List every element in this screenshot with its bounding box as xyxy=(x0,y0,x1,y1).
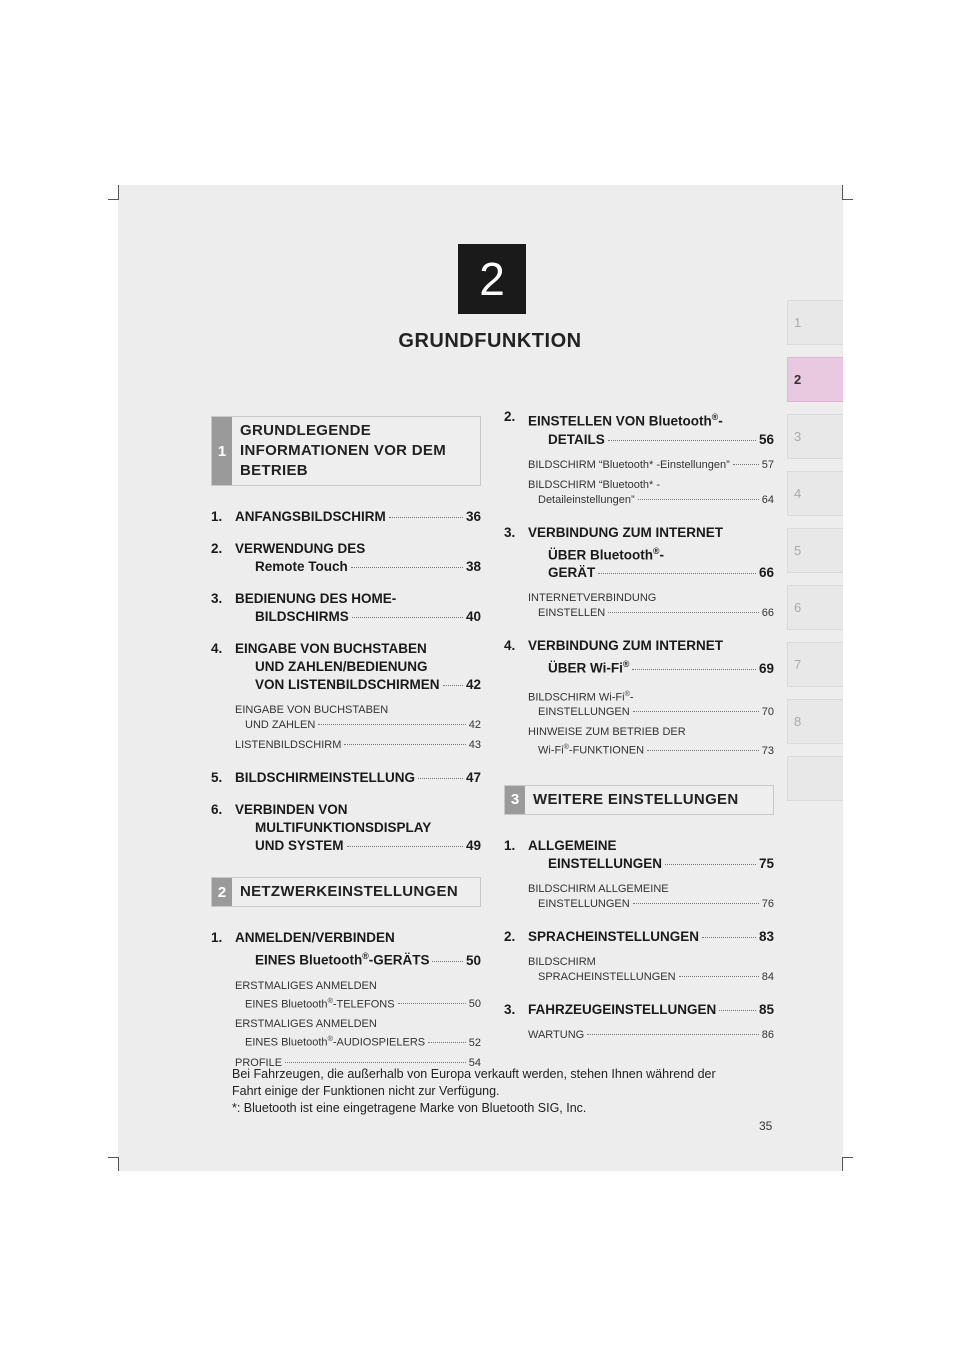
crop-mark xyxy=(842,185,843,199)
toc-subentry[interactable]: WARTUNG 86 xyxy=(528,1028,774,1041)
page-ref: 66 xyxy=(758,565,774,580)
toc-entry[interactable]: 2. VERWENDUNG DES Remote Touch 38 xyxy=(211,541,481,574)
page-ref: 40 xyxy=(465,609,481,624)
page-ref: 75 xyxy=(758,855,774,871)
section-header-2 xyxy=(211,877,481,907)
footnote: Bei Fahrzeugen, die außerhalb von Europa verkauft werden, stehen Ihnen während der Fahrt einige der Funktionen nicht zur Verfügung. *: Bluetooth ist eine eingetragene Marke von Bluetooth SIG, Inc. xyxy=(232,1067,716,1115)
toc-subentry[interactable]: INTERNETVERBINDUNG EINSTELLEN 66 xyxy=(528,592,774,619)
tab-8[interactable]: 8 xyxy=(787,699,843,744)
toc-subentry[interactable]: PROFILE 54 xyxy=(235,1056,481,1069)
toc-entry[interactable]: 6. VERBINDEN VON MULTIFUNKTIONSDISPLAY UND SYSTEM 49 xyxy=(211,802,481,853)
page-number: 35 xyxy=(759,1119,773,1133)
toc-subentry[interactable]: ERSTMALIGES ANMELDEN EINES Bluetooth®-TELEFONS 50 xyxy=(235,979,481,1011)
toc-subentry[interactable]: BILDSCHIRM “Bluetooth* - Detaileinstellungen” 64 xyxy=(528,478,774,506)
page-ref: 36 xyxy=(465,509,481,524)
toc-subentry[interactable]: BILDSCHIRM ALLGEMEINE EINSTELLUNGEN 76 xyxy=(528,882,774,910)
toc-subentry[interactable]: ERSTMALIGES ANMELDEN EINES Bluetooth®-AUDIOSPIELERS 52 xyxy=(235,1018,481,1049)
right-column xyxy=(504,398,774,1043)
page-ref: 47 xyxy=(465,770,481,785)
section-number: 3 xyxy=(505,786,525,814)
toc-subentry[interactable]: BILDSCHIRM “Bluetooth* -Einstellungen” 57 xyxy=(528,458,774,471)
crop-mark xyxy=(118,1157,119,1171)
crop-mark xyxy=(118,185,119,199)
toc-entry[interactable]: 3. BEDIENUNG DES HOME- BILDSCHIRMS 40 xyxy=(211,591,481,624)
tab-6[interactable]: 6 xyxy=(787,585,843,630)
tab-1[interactable]: 1 xyxy=(787,300,843,345)
crop-mark xyxy=(108,199,119,200)
section-number: 2 xyxy=(212,878,232,906)
chapter-title: GRUNDFUNKTION xyxy=(398,330,582,352)
crop-mark xyxy=(842,1157,843,1171)
toc-entry[interactable]: 1. ALLGEMEINE EINSTELLUNGEN 75 xyxy=(504,837,774,871)
section-number: 1 xyxy=(212,417,232,485)
page-ref: 50 xyxy=(465,952,481,968)
crop-mark xyxy=(842,199,853,200)
tab-5[interactable]: 5 xyxy=(787,528,843,573)
tab-2[interactable]: 2 xyxy=(787,357,843,402)
left-column xyxy=(211,416,481,1071)
section-title: NETZWERKEINSTELLUNGEN xyxy=(240,883,458,900)
section-header-3 xyxy=(504,785,774,815)
section-title: GRUNDLEGENDE INFORMATIONEN VOR DEM BETRIEB xyxy=(240,422,447,479)
toc-subentry[interactable]: BILDSCHIRM SPRACHEINSTELLUNGEN 84 xyxy=(528,955,774,983)
tab-3[interactable]: 3 xyxy=(787,414,843,459)
toc-subentry[interactable]: HINWEISE ZUM BETRIEB DER Wi-Fi®-FUNKTIONEN 73 xyxy=(528,726,774,757)
toc-entry[interactable]: 4. EINGABE VON BUCHSTABEN UND ZAHLEN/BEDIENUNG VON LISTENBILDSCHIRMEN 42 xyxy=(211,641,481,692)
chapter-number: 2 xyxy=(458,244,526,314)
crop-mark xyxy=(108,1157,119,1158)
toc-subentry[interactable]: BILDSCHIRM Wi-Fi®- EINSTELLUNGEN 70 xyxy=(528,689,774,719)
section-header-1 xyxy=(211,416,481,486)
toc-entry[interactable]: 3. FAHRZEUGEINSTELLUNGEN 85 xyxy=(504,1001,774,1017)
tab-4[interactable]: 4 xyxy=(787,471,843,516)
page-ref: 38 xyxy=(465,559,481,574)
toc-entry[interactable]: 5. BILDSCHIRMEINSTELLUNG 47 xyxy=(211,770,481,785)
chapter-tabs xyxy=(787,300,843,813)
page-ref: 56 xyxy=(758,431,774,447)
toc-subentry[interactable]: EINGABE VON BUCHSTABEN UND ZAHLEN 42 xyxy=(235,704,481,731)
toc-entry[interactable]: 2. EINSTELLEN VON Bluetooth®- DETAILS 56 xyxy=(504,409,774,447)
toc-entry[interactable]: 4. VERBINDUNG ZUM INTERNET ÜBER Wi-Fi® 69 xyxy=(504,638,774,676)
page-ref: 83 xyxy=(758,928,774,944)
toc-entry[interactable]: 3. VERBINDUNG ZUM INTERNET ÜBER Bluetooth®- GERÄT 66 xyxy=(504,524,774,580)
section-title: WEITERE EINSTELLUNGEN xyxy=(533,790,739,808)
tab-7[interactable]: 7 xyxy=(787,642,843,687)
toc-entry[interactable]: 1. ANMELDEN/VERBINDEN EINES Bluetooth®-GERÄTS 50 xyxy=(211,930,481,968)
toc-entry[interactable]: 1. ANFANGSBILDSCHIRM 36 xyxy=(211,509,481,524)
page-ref: 69 xyxy=(758,660,774,676)
crop-mark xyxy=(842,1157,853,1158)
toc-subentry[interactable]: LISTENBILDSCHIRM 43 xyxy=(235,739,481,751)
tab-9[interactable] xyxy=(787,756,843,801)
page-ref: 85 xyxy=(758,1001,774,1017)
toc-entry[interactable]: 2. SPRACHEINSTELLUNGEN 83 xyxy=(504,928,774,944)
page-ref: 49 xyxy=(465,838,481,853)
page-ref: 42 xyxy=(465,677,481,692)
